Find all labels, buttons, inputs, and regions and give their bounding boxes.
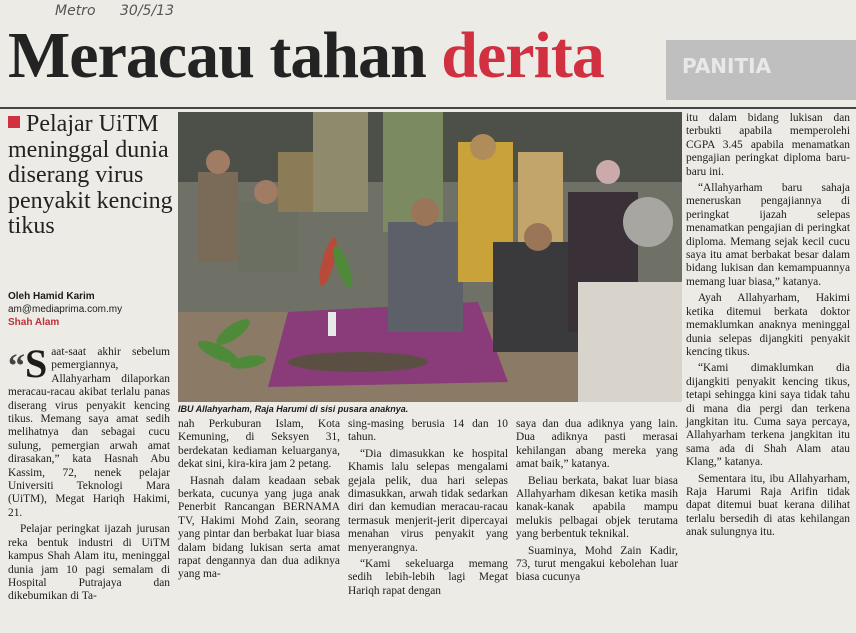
side-section-tab: PANITIA xyxy=(666,40,856,100)
article-paragraph: “Dia dimasukkan ke hospital Khamis lalu selepas mengalami gejala pelik, dua hari selepas dimasukkan, arwah tidak sedarkan diri dan kemudian meracau-racau termasuk menjerit-jerit dipercayai menahan virus penyakit yang menyerangnya. xyxy=(348,447,508,554)
article-column-3 xyxy=(348,418,508,601)
article-paragraph: sing-masing berusia 14 dan 10 tahun. xyxy=(348,418,508,444)
photo-caption: IBU Allahyarham, Raja Harumi di sisi pusara anaknya. xyxy=(178,404,409,414)
article-paragraph: “Kami dimaklumkan dia dijangkiti penyakit kencing tikus, tetapi sehingga kini saya tidak tahu di mana dia pergi dan terkena jangkitan itu. Cuma saya percaya, Allahyarham terkena jangkitan itu sama ada di Shah Alam atau Klang,” katanya. xyxy=(686,362,850,469)
article-paragraph: “Allahyarham baru sahaja meneruskan pengajiannya di peringkat ijazah selepas menamatkan pengajian di peringkat diploma. Memang sejak kecil cucu saya itu amat berbakat besar dalam bidang lukisan dan kemampuannya memang luar biasa,” katanya. xyxy=(686,182,850,288)
byline xyxy=(8,290,122,329)
byline-name: Oleh Hamid Karim xyxy=(8,291,95,302)
drop-cap-letter: S xyxy=(25,341,48,386)
byline-email: am@mediaprima.com.my xyxy=(8,304,123,315)
article-column-1 xyxy=(8,341,170,607)
article-column-2 xyxy=(178,418,340,585)
headline xyxy=(8,18,604,94)
article-paragraph: itu dalam bidang lukisan dan terbukti apabila memperolehi CGPA 3.45 apabila menamatkan pengajian peringkat diploma baru-baru ini. xyxy=(686,112,850,178)
article-paragraph: “Kami sekeluarga memang sedih lebih-lebih lagi Megat Hariqh rapat dengan xyxy=(348,558,508,597)
article-paragraph: nah Perkuburan Islam, Kota Kemuning, di Seksyen 31, berdekatan kediaman keluarganya, dekat sini, kira-kira jam 2 petang. xyxy=(178,418,340,471)
headline-part2: derita xyxy=(441,19,604,92)
article-paragraph: Hasnah dalam keadaan sebak berkata, cucunya yang juga anak Penerbit Rancangan BERNAMA TV, Hakimi Mohd Zain, seorang yang pintar dan berbakat luar biasa dalam bidang lukisan serta amat rapat dengannya dan dua adiknya yang ma- xyxy=(178,474,340,581)
header-rule xyxy=(0,107,856,109)
article-paragraph: Beliau berkata, bakat luar biasa Allahyarham dikesan ketika masih kanak-kanak apabila mampu melukis pelbagai objek terutama yang berbentuk teknikal. xyxy=(516,474,678,541)
open-quote-glyph: “ xyxy=(8,348,25,385)
article-paragraph: Ayah Allahyarham, Hakimi ketika ditemui berkata doktor memaklumkan anaknya meninggal dunia selepas dijangkiti penyakit kencing tikus. xyxy=(686,292,850,358)
headline-part1: Meracau tahan xyxy=(8,19,426,92)
subheadline xyxy=(8,112,173,240)
article-paragraph: Pelajar peringkat ijazah jurusan reka bentuk industri di UiTM kampus Shah Alam itu, meninggal dunia jam 10 pagi semalam di Hospital Putrajaya dan dikebumikan di Ta- xyxy=(8,523,170,603)
article-paragraph: Sementara itu, ibu Allahyarham, Raja Harumi Raja Arifin tidak dapat ditemui buat kerana dilihat terlalu bersedih di atas kehilangan anak sulungnya itu. xyxy=(686,472,850,539)
byline-location: Shah Alam xyxy=(8,317,60,328)
article-paragraph: aat-saat akhir sebelum pemergiannya, Allahyarham dilaporkan meracau-racau akibat terlalu panas diserang virus penyakit kencing tikus. Memang saya amat sedih melihatnya dan sebagai cucu sulung, pemergian arwah amat dirasakan,” kata Hasnah Abu Kassim, 72, nenek pelajar Universiti Teknologi Mara (UiTM), Megat Hariqh Hakimi, 21. xyxy=(8,346,170,519)
subheadline-text: Pelajar UiTM meninggal dunia diserang virus penyakit kencing tikus xyxy=(8,111,173,239)
article-column-4 xyxy=(516,418,678,588)
handwritten-date: 30/5/13 xyxy=(120,3,174,19)
article-column-5 xyxy=(686,112,850,543)
handwritten-publication: Metro xyxy=(55,3,96,19)
article-paragraph: saya dan dua adiknya yang lain. Dua adiknya pasti merasai kehilangan abang mereka yang amat baik,” katanya. xyxy=(516,418,678,471)
drop-cap xyxy=(8,341,48,386)
photo-illustration xyxy=(178,112,682,402)
news-photo xyxy=(178,112,682,402)
article-paragraph: Suaminya, Mohd Zain Kadir, 73, turut mengakui kebolehan luar biasa cucunya xyxy=(516,544,678,584)
